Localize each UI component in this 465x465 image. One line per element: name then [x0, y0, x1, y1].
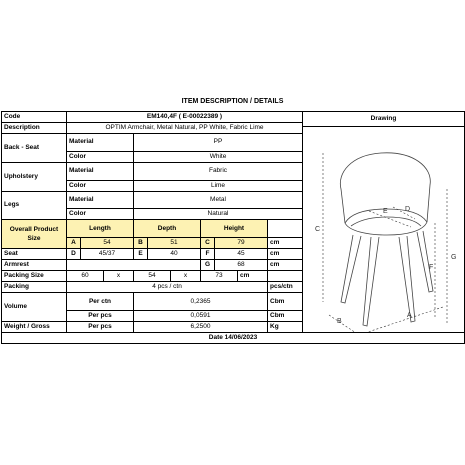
page-title: ITEM DESCRIPTION / DETAILS [181, 98, 284, 105]
volume-per-ctn-value: 0,2365 [134, 293, 268, 311]
overall-header-height: Height [201, 220, 268, 238]
overall-size-label: Overall Product Size [2, 220, 67, 249]
upholstery-color-value: Lime [134, 180, 303, 191]
drawing-label: Drawing [303, 112, 464, 127]
code-value: EM140,4F ( E-00022389 ) [67, 112, 303, 123]
upholstery-material-key: Material [67, 162, 134, 180]
packing-size-x1: x [104, 271, 134, 282]
description-value: OPTIM Armchair, Metal Natural, PP White, Fabric Lime [67, 123, 303, 134]
upholstery-label: Upholstery [2, 162, 67, 191]
seat-e-value: 40 [148, 249, 201, 260]
date-footer: Date 14/06/2023 [2, 333, 465, 344]
seat-letter-d: D [67, 249, 81, 260]
packing-size-length: 60 [67, 271, 104, 282]
volume-per-pcs-value: 0,0591 [134, 311, 268, 322]
seat-letter-f: F [201, 249, 215, 260]
dim-letter-d: D [405, 206, 411, 213]
seat-letter-e: E [134, 249, 148, 260]
armrest-blank [67, 260, 201, 271]
legs-label: Legs [2, 191, 67, 220]
back-seat-material-key: Material [67, 134, 134, 152]
dim-letter-e: E [383, 208, 388, 215]
packing-label: Packing [2, 282, 67, 293]
overall-length-value: 54 [81, 238, 134, 249]
armrest-label: Armrest [2, 260, 67, 271]
dim-letter-f: F [429, 264, 434, 271]
overall-unit: cm [268, 238, 303, 249]
dim-letter-c: C [315, 226, 321, 233]
armrest-g-value: 68 [215, 260, 268, 271]
overall-header-length: Length [67, 220, 134, 238]
back-seat-color-key: Color [67, 151, 134, 162]
back-seat-label: Back - Seat [2, 134, 67, 163]
armrest-unit: cm [268, 260, 303, 271]
code-label: Code [2, 112, 67, 123]
overall-header-blank [268, 220, 303, 238]
packing-size-blank [268, 271, 303, 282]
overall-depth-value: 51 [148, 238, 201, 249]
packing-size-unit: cm [238, 271, 268, 282]
overall-height-value: 79 [215, 238, 268, 249]
seat-unit: cm [268, 249, 303, 260]
back-seat-color-value: White [134, 151, 303, 162]
legs-color-value: Natural [134, 209, 303, 220]
dim-letter-g: G [451, 254, 457, 261]
legs-material-value: Metal [134, 191, 303, 209]
seat-d-value: 45/37 [81, 249, 134, 260]
packing-size-x2: x [171, 271, 201, 282]
volume-per-pcs-unit: Cbm [268, 311, 303, 322]
dim-letter-a: A [407, 312, 412, 319]
overall-letter-b: B [134, 238, 148, 249]
armrest-letter-g: G [201, 260, 215, 271]
upholstery-material-value: Fabric [134, 162, 303, 180]
volume-per-pcs-key: Per pcs [67, 311, 134, 322]
seat-f-value: 45 [215, 249, 268, 260]
packing-value: 4 pcs / ctn [67, 282, 268, 293]
packing-unit: pcs/ctn [268, 282, 303, 293]
overall-letter-c: C [201, 238, 215, 249]
packing-size-height: 73 [201, 271, 238, 282]
upholstery-color-key: Color [67, 180, 134, 191]
legs-color-key: Color [67, 209, 134, 220]
volume-per-ctn-unit: Cbm [268, 293, 303, 311]
description-label: Description [2, 123, 67, 134]
packing-size-depth: 54 [134, 271, 171, 282]
back-seat-material-value: PP [134, 134, 303, 152]
volume-per-ctn-key: Per ctn [67, 293, 134, 311]
spec-table [1, 111, 465, 344]
volume-label: Volume [2, 293, 67, 322]
weight-label: Weight / Gross [2, 322, 67, 333]
weight-per-pcs-unit: Kg [268, 322, 303, 333]
overall-header-depth: Depth [134, 220, 201, 238]
weight-per-pcs-value: 6,2500 [134, 322, 268, 333]
seat-label: Seat [2, 249, 67, 260]
dim-letter-b: B [337, 318, 342, 325]
armchair-drawing [303, 127, 465, 332]
overall-letter-a: A [67, 238, 81, 249]
drawing-panel [303, 112, 465, 333]
packing-size-label: Packing Size [2, 271, 67, 282]
weight-per-pcs-key: Per pcs [67, 322, 134, 333]
legs-material-key: Material [67, 191, 134, 209]
